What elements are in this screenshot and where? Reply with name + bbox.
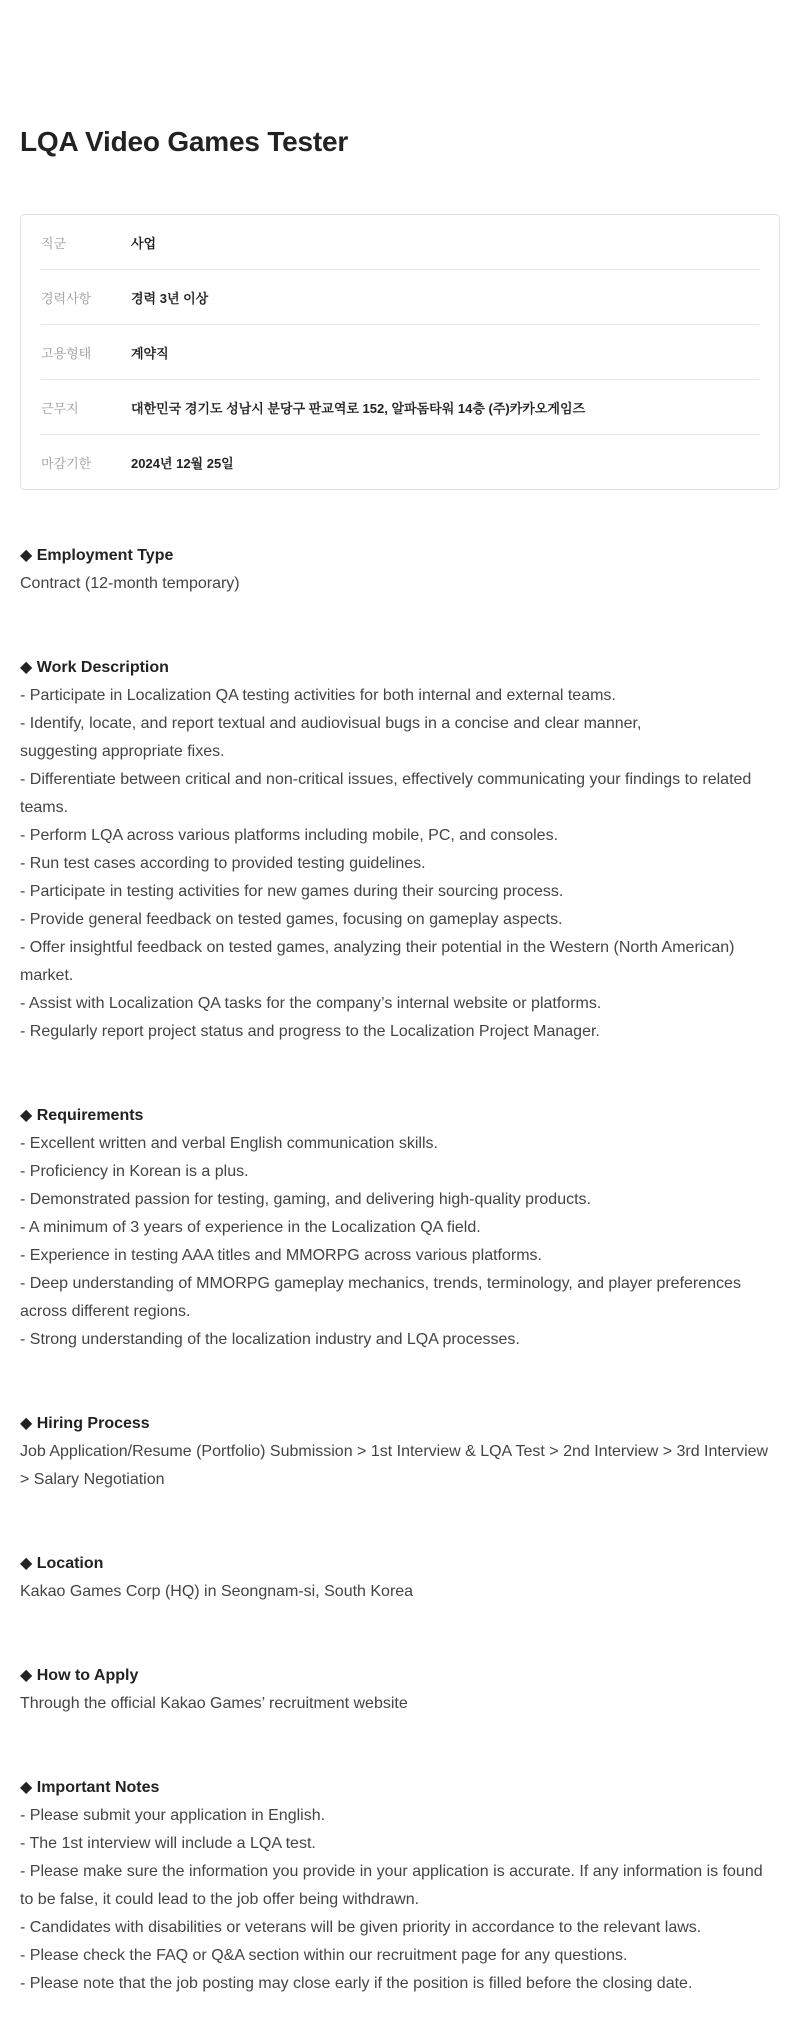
section-line: - Please make sure the information you provide in your application is accurate. If any information is found	[20, 1863, 763, 1880]
section-line: - Demonstrated passion for testing, gaming, and delivering high-quality products.	[20, 1191, 591, 1208]
section-line: market.	[20, 967, 74, 984]
info-label: 경력사항	[41, 290, 92, 306]
section-line: - Candidates with disabilities or veterans will be given priority in accordance to the relevant laws.	[20, 1919, 702, 1936]
section-line: Through the official Kakao Games’ recruitment website	[20, 1695, 408, 1712]
section-line: - Proficiency in Korean is a plus.	[20, 1163, 249, 1180]
section-line: - Regularly report project status and progress to the Localization Project Manager.	[20, 1023, 600, 1040]
section-heading: ◆ Employment Type	[20, 547, 174, 564]
section-line: > Salary Negotiation	[20, 1471, 165, 1488]
section-line: - Perform LQA across various platforms including mobile, PC, and consoles.	[20, 827, 559, 844]
section-line: Job Application/Resume (Portfolio) Submission > 1st Interview & LQA Test > 2nd Interview > 3rd Interview	[20, 1443, 769, 1460]
section-line: - Excellent written and verbal English communication skills.	[20, 1135, 438, 1152]
section-line: - Deep understanding of MMORPG gameplay mechanics, trends, terminology, and player preferences	[20, 1275, 741, 1292]
info-row-work-location	[41, 380, 759, 435]
section-line: Contract (12-month temporary)	[20, 575, 240, 592]
section-employment-type	[20, 542, 780, 598]
info-row-employment-type	[41, 325, 759, 380]
section-line: Kakao Games Corp (HQ) in Seongnam-si, South Korea	[20, 1583, 414, 1600]
section-line: - Please check the FAQ or Q&A section within our recruitment page for any questions.	[20, 1947, 628, 1964]
section-requirements	[20, 1102, 780, 1354]
section-how-to-apply	[20, 1662, 780, 1718]
section-line: - Please note that the job posting may close early if the position is filled before the closing date.	[20, 1975, 693, 1992]
section-line: suggesting appropriate fixes.	[20, 743, 225, 760]
job-summary-table	[20, 214, 780, 490]
info-label: 근무지	[41, 400, 79, 416]
section-line: teams.	[20, 799, 69, 816]
info-label: 마감기한	[41, 455, 92, 471]
section-line: to be false, it could lead to the job offer being withdrawn.	[20, 1891, 420, 1908]
section-line: - Participate in testing activities for new games during their sourcing process.	[20, 883, 564, 900]
section-line: - Strong understanding of the localization industry and LQA processes.	[20, 1331, 520, 1348]
section-line: - Assist with Localization QA tasks for the company’s internal website or platforms.	[20, 995, 602, 1012]
info-label: 직군	[41, 235, 67, 251]
info-row-job-category	[41, 215, 759, 270]
info-value: 계약직	[131, 345, 169, 361]
section-heading: ◆ Location	[20, 1555, 104, 1572]
section-line: across different regions.	[20, 1303, 191, 1320]
section-line: - Offer insightful feedback on tested games, analyzing their potential in the Western (North American)	[20, 939, 735, 956]
section-line: - Please submit your application in English.	[20, 1807, 326, 1824]
section-heading: ◆ Work Description	[20, 659, 169, 676]
info-value: 사업	[131, 235, 157, 251]
section-line: - The 1st interview will include a LQA test.	[20, 1835, 316, 1852]
info-row-deadline	[41, 435, 759, 489]
info-value: 대한민국 경기도 성남시 분당구 판교역로 152, 알파돔타워 14층 (주)카카오게임즈	[131, 400, 586, 416]
section-line: - Participate in Localization QA testing activities for both internal and external teams.	[20, 687, 616, 704]
section-line: - A minimum of 3 years of experience in the Localization QA field.	[20, 1219, 481, 1236]
section-line: - Identify, locate, and report textual and audiovisual bugs in a concise and clear manner,	[20, 715, 642, 732]
section-line: - Differentiate between critical and non-critical issues, effectively communicating your findings to related	[20, 771, 752, 788]
section-line: - Provide general feedback on tested games, focusing on gameplay aspects.	[20, 911, 563, 928]
info-value: 경력 3년 이상	[131, 290, 209, 306]
info-value: 2024년 12월 25일	[131, 455, 234, 471]
section-hiring-process	[20, 1410, 780, 1494]
section-heading: ◆ Important Notes	[20, 1779, 160, 1796]
section-important-notes	[20, 1774, 780, 1998]
section-heading: ◆ Hiring Process	[20, 1415, 150, 1432]
section-line: - Experience in testing AAA titles and MMORPG across various platforms.	[20, 1247, 542, 1264]
section-heading: ◆ How to Apply	[20, 1667, 139, 1684]
info-row-experience	[41, 270, 759, 325]
info-label: 고용형태	[41, 345, 92, 361]
job-title: LQA Video Games Tester	[20, 126, 349, 157]
section-location	[20, 1550, 780, 1606]
section-heading: ◆ Requirements	[20, 1107, 144, 1124]
section-line: - Run test cases according to provided testing guidelines.	[20, 855, 426, 872]
section-work-description	[20, 654, 780, 1046]
